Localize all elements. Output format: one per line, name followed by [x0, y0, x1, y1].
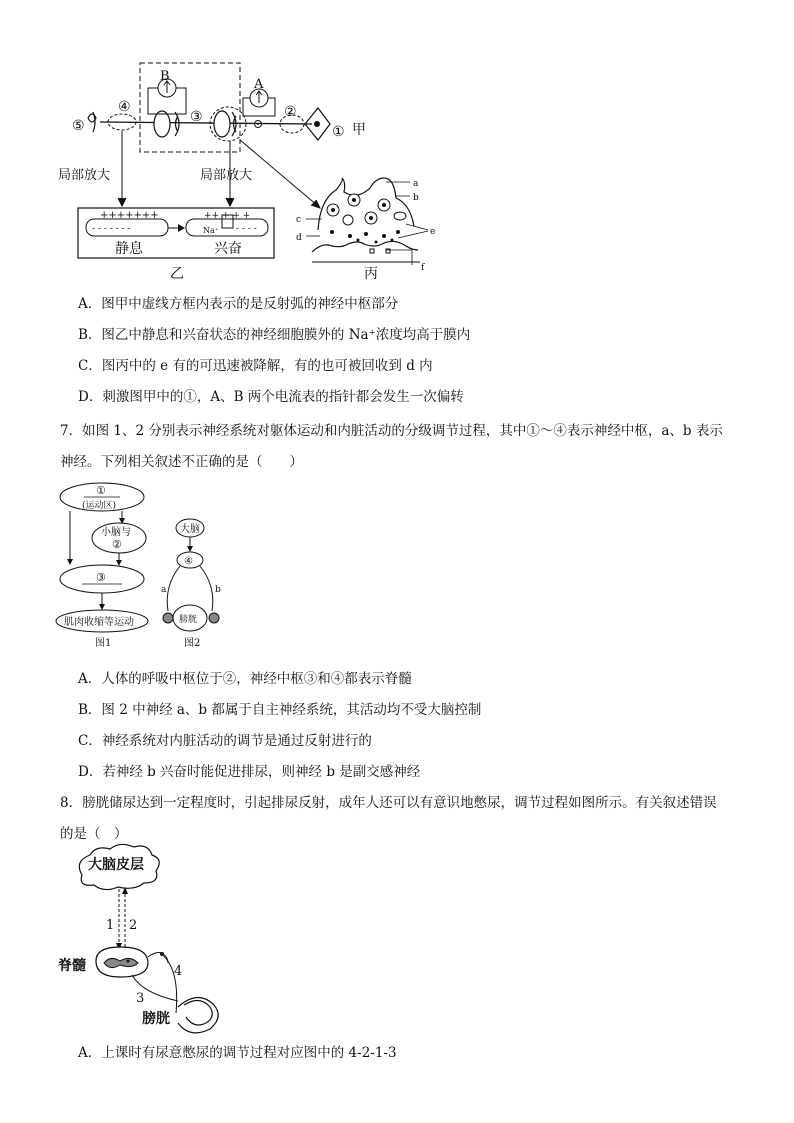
enlarge-left: 局部放大	[58, 168, 111, 183]
nerve-fiber-line	[100, 122, 312, 124]
bladder-shape	[178, 997, 218, 1032]
label-5: ⑤	[72, 118, 85, 134]
fig2-caption: 图2	[184, 638, 201, 649]
reflex-arc-figure	[0, 0, 794, 290]
neuron-body-right	[214, 111, 230, 137]
q8-stem-line1: 8．膀胱储尿达到一定程度时，引起排尿反射，成年人还可以有意识地憋尿，调节过程如图所示。有关叙述错误	[60, 795, 717, 811]
q7-figures	[0, 478, 794, 658]
fig2-left-ganglion	[163, 613, 173, 623]
fig2-bladder-label: 膀胱	[179, 615, 198, 625]
fig1-node-3-label: ③	[96, 571, 106, 584]
plus-excite: ++ + + +	[204, 211, 251, 221]
bing-a: a	[413, 179, 419, 189]
excite-label: 兴奋	[214, 241, 242, 257]
fig1-caption: 图1	[95, 638, 112, 649]
sensory-path-4	[160, 953, 177, 1013]
q7-option-c: C．神经系统对内脏活动的调节是通过反射进行的	[78, 733, 372, 749]
q8-stem-line2: 的是（ ）	[60, 826, 128, 842]
interneuron-body	[154, 111, 170, 137]
bing-label: 丙	[364, 266, 378, 282]
q6-option-d: D．刺激图甲中的①，A、B 两个电流表的指针都会发生一次偏转	[78, 389, 464, 405]
fig1-node-1-sub: (运动区)	[82, 501, 117, 511]
yi-label: 乙	[170, 266, 184, 282]
path-1-label: 1	[106, 918, 115, 933]
label-B: B	[160, 69, 170, 84]
fig1-node-2-label: ②	[112, 538, 122, 551]
synapse-detail-figure	[306, 178, 428, 265]
spine-label: 脊髓	[58, 958, 86, 974]
label-A: A	[254, 77, 264, 92]
na-label: Na⁺	[203, 226, 219, 235]
bladder-label: 膀胱	[142, 1011, 170, 1027]
q8-option-a: A．上课时有尿意憋尿的调节过程对应图中的 4-2-1-3	[78, 1045, 397, 1061]
q7-option-d: D．若神经 b 兴奋时能促进排尿，则神经 b 是副交感神经	[78, 764, 421, 780]
fig2-right-ganglion	[209, 613, 219, 623]
fig1-node-1-label: ①	[96, 484, 106, 497]
bing-c: c	[296, 215, 302, 225]
minus-excite: - - - -	[236, 224, 257, 234]
plus-rest: +++++++	[100, 210, 159, 221]
bing-e: e	[430, 227, 436, 237]
enlarge-right: 局部放大	[200, 168, 253, 183]
synapse-left	[175, 112, 179, 136]
cortex-label: 大脑皮层	[88, 857, 144, 873]
q7-stem-line2: 神经。下列相关叙述不正确的是（ ）	[60, 454, 303, 470]
minus-rest: - - - - - - -	[92, 224, 131, 234]
label-3: ③	[190, 109, 203, 125]
fig2-b: b	[215, 585, 221, 595]
path-2-label: 2	[129, 918, 138, 933]
q7-option-a: A．人体的呼吸中枢位于②，神经中枢③和④都表示脊髓	[78, 671, 412, 687]
q6-option-b: B．图乙中静息和兴奋状态的神经细胞膜外的 Na⁺浓度均高于膜内	[78, 327, 471, 343]
effector-shape	[88, 112, 96, 132]
q7-stem-line1: 7．如图 1、2 分别表示神经系统对躯体运动和内脏活动的分级调节过程，其中①～④表示神经中枢，a、b 表示	[60, 423, 723, 439]
q8-figure	[0, 845, 794, 1035]
label-4: ④	[118, 99, 131, 115]
label-2: ②	[284, 104, 297, 120]
path-4-label: 4	[174, 964, 183, 979]
path-3-label: 3	[136, 991, 145, 1006]
q6-option-c: C．图丙中的 e 有的可迅速被降解，有的也可被回收到 d 内	[78, 358, 433, 374]
synapse-right	[232, 112, 236, 136]
label-jia: 甲	[352, 122, 366, 138]
q6-option-a: A．图甲中虚线方框内表示的是反射弧的神经中枢部分	[78, 296, 399, 312]
bing-d: d	[296, 233, 302, 243]
fig1-node-2-top: 小脑与	[101, 527, 131, 538]
fig2-node-4-label: ④	[184, 556, 193, 567]
bing-b: b	[413, 193, 419, 203]
nerve-center-dashed-box	[140, 63, 240, 152]
fig2-a: a	[161, 585, 167, 595]
fig1-bottom-label: 肌肉收缩等运动	[64, 617, 134, 628]
q7-option-b: B．图 2 中神经 a、b 都属于自主神经系统，其活动均不受大脑控制	[78, 702, 482, 718]
label-1: ①	[332, 124, 345, 140]
rest-label: 静息	[115, 241, 143, 257]
fig2-brain-label: 大脑	[180, 524, 200, 535]
bing-f: f	[421, 263, 425, 273]
